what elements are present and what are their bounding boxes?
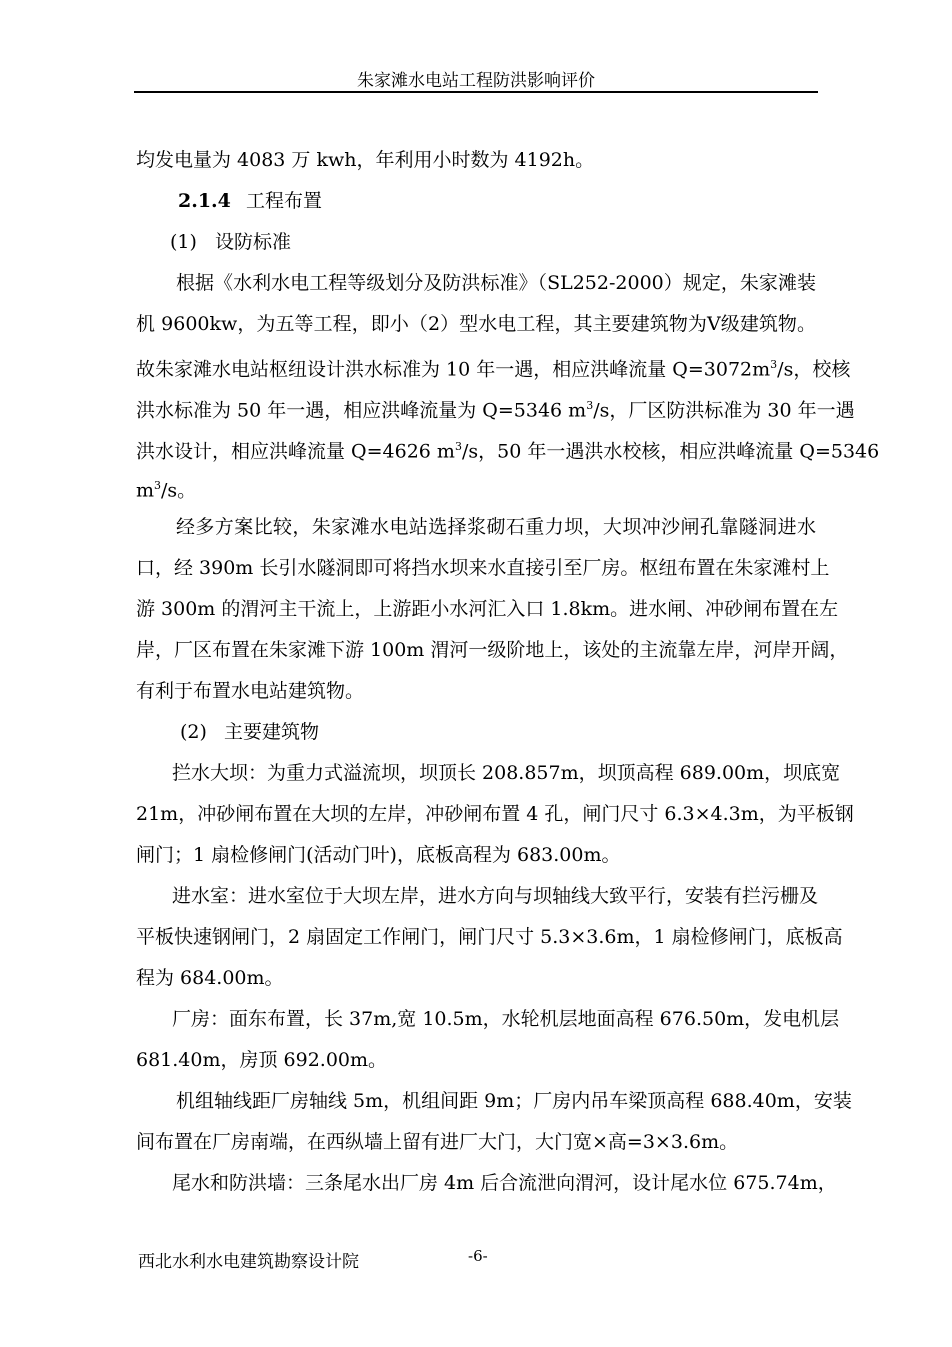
paragraph-line: 均发电量为 4083 万 kwh，年利用小时数为 4192h。 <box>136 149 595 171</box>
paragraph-line: 有利于布置水电站建筑物。 <box>136 680 365 702</box>
paragraph-line: 进水室：进水室位于大坝左岸，进水方向与坝轴线大致平行，安装有拦污栅及 <box>172 885 819 907</box>
subsection-number: (1) <box>170 231 197 253</box>
superscript: 3 <box>586 399 594 412</box>
paragraph-line: 闸门；1 扇检修闸门(活动门叶)，底板高程为 683.00m。 <box>136 844 621 866</box>
subsection-number: (2) <box>180 721 207 743</box>
section-number: 2.1.4 <box>178 190 231 212</box>
paragraph-line: $m^3/s$。 <box>136 479 197 502</box>
subsection-title: 设防标准 <box>215 231 292 253</box>
paragraph-line: 经多方案比较，朱家滩水电站选择浆砌石重力坝，大坝冲沙闸孔靠隧洞进水 <box>176 516 816 538</box>
paragraph-line: 洪水设计，相应洪峰流量 Q=4626 $m^3/s$，50 年一遇洪水校核，相应洪峰流量 Q=5346 <box>136 440 880 463</box>
paragraph-line: 口，经 390m 长引水隧洞即可将挡水坝来水直接引至厂房。枢纽布置在朱家滩村上 <box>136 557 830 579</box>
paragraph-line: 拦水大坝：为重力式溢流坝，坝顶长 208.857m，坝顶高程 689.00m，坝底宽 <box>172 762 841 784</box>
paragraph-line: 洪水标准为 50 年一遇，相应洪峰流量为 Q=5346 $m^3/s$，厂区防洪标准为 30 年一遇 <box>136 399 855 422</box>
paragraph-line: 机组轴线距厂房轴线 5m，机组间距 9m；厂房内吊车梁顶高程 688.40m，安装 <box>176 1090 852 1112</box>
header-rule <box>134 91 818 93</box>
paragraph-line: 岸，厂区布置在朱家滩下游 100m 渭河一级阶地上，该处的主流靠左岸，河岸开阔， <box>136 639 849 661</box>
paragraph-line: 间布置在厂房南端，在西纵墙上留有进厂大门，大门宽×高=3×3.6m。 <box>136 1131 739 1153</box>
paragraph-line: 故朱家滩水电站枢纽设计洪水标准为 10 年一遇，相应洪峰流量 $Q=3072m^3/s$，校核 <box>136 358 851 381</box>
paragraph-line: 厂房：面东布置，长 37m,宽 10.5m，水轮机层地面高程 676.50m，发电机层 <box>172 1008 840 1030</box>
footer-organization: 西北水利水电建筑勘察设计院 <box>138 1252 359 1272</box>
page-number: -6- <box>468 1247 488 1265</box>
superscript: 3 <box>770 358 778 371</box>
paragraph-line: 根据《水利水电工程等级划分及防洪标准》（SL252-2000）规定，朱家滩装 <box>176 272 816 294</box>
paragraph-line: 21m，冲砂闸布置在大坝的左岸，冲砂闸布置 4 孔，闸门尺寸 6.3×4.3m，为平板钢 <box>136 803 854 825</box>
paragraph-line: 681.40m，房顶 692.00m。 <box>136 1049 388 1071</box>
subsection-title: 主要建筑物 <box>224 721 320 743</box>
paragraph-line: 尾水和防洪墙：三条尾水出厂房 4m 后合流泄向渭河，设计尾水位 675.74m， <box>172 1172 837 1194</box>
section-title: 工程布置 <box>246 190 323 212</box>
superscript: 3 <box>454 440 462 453</box>
paragraph-line: 平板快速钢闸门，2 扇固定工作闸门，闸门尺寸 5.3×3.6m，1 扇检修闸门，底板高 <box>136 926 843 948</box>
superscript: 3 <box>154 479 162 492</box>
paragraph-line: 程为 684.00m。 <box>136 967 284 989</box>
paragraph-line: 游 300m 的渭河主干流上，上游距小水河汇入口 1.8km。进水闸、冲砂闸布置在左 <box>136 598 839 620</box>
header-title: 朱家滩水电站工程防洪影响评价 <box>357 71 595 91</box>
paragraph-line: 机 9600kw，为五等工程，即小（2）型水电工程，其主要建筑物为Ⅴ级建筑物。 <box>136 313 816 335</box>
